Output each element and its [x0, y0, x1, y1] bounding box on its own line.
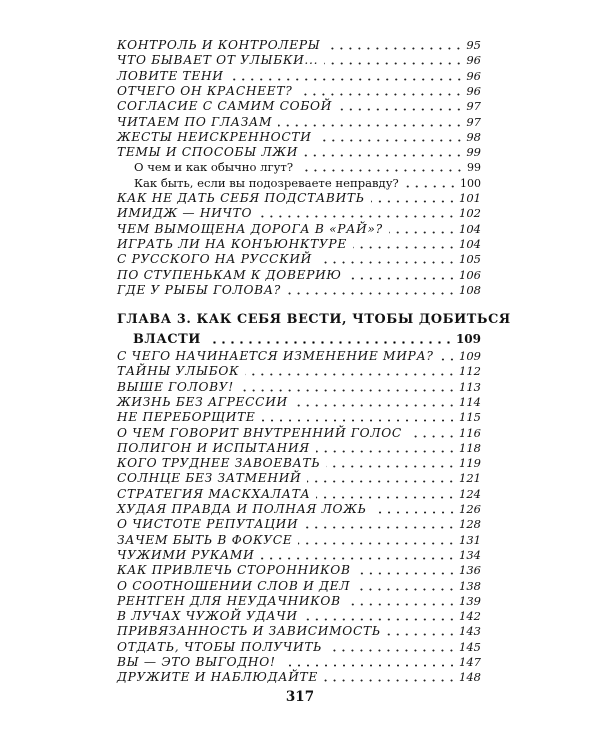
entry-title: ГДЕ У РЫБЫ ГОЛОВА? — [117, 282, 281, 297]
dot-leader — [316, 496, 456, 499]
toc-entry[interactable] — [117, 668, 481, 685]
toc-entry[interactable] — [117, 281, 481, 298]
entry-page-number: 104 — [459, 221, 481, 236]
dot-leader — [307, 480, 456, 483]
entry-title: ИМИДЖ — НИЧТО — [117, 206, 253, 221]
dot-leader — [324, 62, 463, 65]
entry-page-number: 121 — [459, 471, 481, 486]
entry-title: О ЧИСТОТЕ РЕПУТАЦИИ — [117, 517, 299, 532]
dot-leader — [389, 231, 456, 234]
dot-leader — [230, 78, 464, 81]
dot-leader — [338, 108, 463, 111]
entry-title: СОЛНЦЕ БЕЗ ЗАТМЕНИЙ — [117, 471, 302, 486]
entry-page-number: 96 — [466, 83, 481, 98]
dot-leader — [258, 215, 456, 218]
entry-page-number: 145 — [459, 639, 481, 654]
entry-page-number: 119 — [459, 456, 481, 471]
entry-title: ВЫ — ЭТО ВЫГОДНО! — [117, 655, 276, 669]
dot-leader — [405, 185, 457, 188]
entry-title: ПО СТУПЕНЬКАМ К ДОВЕРИЮ — [117, 267, 342, 282]
entry-title: С РУССКОГО НА РУССКИЙ — [117, 252, 312, 267]
entry-page-number: 98 — [466, 129, 481, 144]
dot-leader — [357, 572, 456, 575]
dot-leader — [287, 292, 456, 295]
entry-page-number: 113 — [459, 379, 481, 394]
entry-page-number: 143 — [459, 624, 481, 639]
entry-page-number: 99 — [466, 145, 481, 160]
entry-title: НЕ ПЕРЕБОРЩИТЕ — [117, 410, 256, 425]
dot-leader — [373, 511, 457, 514]
dot-leader — [326, 465, 456, 468]
dot-leader — [316, 450, 456, 453]
entry-page-number: 97 — [466, 114, 481, 129]
entry-title: СТРАТЕГИЯ МАСКХАЛАТА — [117, 486, 311, 501]
dot-leader — [262, 419, 457, 422]
dot-leader — [440, 358, 456, 361]
dot-leader — [328, 649, 456, 652]
entry-page-number: 148 — [459, 670, 481, 685]
dot-leader — [326, 47, 463, 50]
entry-page-number: 126 — [459, 502, 481, 516]
entry-title: В ЛУЧАХ ЧУЖОЙ УДАЧИ — [117, 609, 298, 624]
dot-leader — [348, 277, 456, 280]
entry-page-number: 100 — [460, 176, 481, 190]
entry-page-number: 138 — [459, 578, 481, 593]
entry-title: С ЧЕГО НАЧИНАЕТСЯ ИЗМЕНЕНИЕ МИРА? — [117, 349, 434, 363]
chapter-page-number: 109 — [455, 332, 481, 346]
entry-page-number: 115 — [459, 410, 481, 425]
dot-leader — [408, 435, 456, 438]
dot-leader — [298, 93, 463, 96]
entry-page-number: 96 — [466, 53, 481, 68]
entry-title: РЕНТГЕН ДЛЯ НЕУДАЧНИКОВ — [117, 593, 341, 608]
dot-leader — [245, 373, 456, 376]
entry-page-number: 109 — [459, 349, 481, 363]
entry-title: ЖЕСТЫ НЕИСКРЕННОСТИ — [117, 129, 312, 144]
dot-leader — [356, 588, 456, 591]
dot-leader — [318, 261, 456, 264]
entry-page-number: 102 — [459, 206, 481, 221]
chapter-heading — [117, 311, 511, 328]
dot-leader — [240, 389, 456, 392]
entry-title: ЛОВИТЕ ТЕНИ — [117, 68, 224, 83]
entry-title: ОТДАТЬ, ЧТОБЫ ПОЛУЧИТЬ — [117, 639, 323, 654]
entry-title: КОНТРОЛЬ И КОНТРОЛЕРЫ — [117, 38, 321, 52]
dot-leader — [278, 124, 463, 127]
entry-page-number: 99 — [467, 161, 481, 175]
dot-leader — [299, 169, 464, 172]
entry-page-number: 95 — [466, 38, 481, 52]
dot-leader — [318, 139, 464, 142]
entry-title: КАК ПРИВЛЕЧЬ СТОРОННИКОВ — [117, 563, 351, 578]
entry-title: Как быть, если вы подозреваете неправду? — [134, 175, 399, 190]
entry-title: ЧИТАЕМ ПО ГЛАЗАМ — [117, 114, 273, 129]
dot-leader — [387, 633, 456, 636]
entry-page-number: 114 — [459, 394, 481, 409]
chapter-title-line1: ГЛАВА 3. КАК СЕБЯ ВЕСТИ, ЧТОБЫ ДОБИТЬСЯ — [117, 312, 511, 327]
dot-leader — [347, 603, 456, 606]
entry-page-number: 134 — [459, 547, 481, 562]
entry-title: ДРУЖИТЕ И НАБЛЮДАЙТЕ — [117, 670, 318, 685]
entry-page-number: 112 — [459, 364, 481, 379]
entry-title: ПРИВЯЗАННОСТЬ И ЗАВИСИМОСТЬ — [117, 624, 381, 639]
entry-title: ХУДАЯ ПРАВДА И ПОЛНАЯ ЛОЖЬ — [117, 502, 367, 516]
dot-leader — [304, 618, 456, 621]
entry-title: ОТЧЕГО ОН КРАСНЕЕТ? — [117, 83, 293, 98]
entry-title: СОГЛАСИЕ С САМИМ СОБОЙ — [117, 99, 333, 114]
entry-page-number: 105 — [459, 252, 481, 267]
entry-title: ИГРАТЬ ЛИ НА КОНЪЮНКТУРЕ — [117, 236, 347, 251]
chapter-entry-row[interactable] — [117, 330, 481, 347]
entry-title: КАК НЕ ДАТЬ СЕБЯ ПОДСТАВИТЬ — [117, 191, 365, 205]
entry-page-number: 104 — [459, 236, 481, 251]
chapter-title-line2: ВЛАСТИ — [133, 332, 201, 347]
page-number: 317 — [285, 689, 315, 705]
entry-page-number: 116 — [459, 425, 481, 440]
entry-title: ЖИЗНЬ БЕЗ АГРЕССИИ — [117, 394, 288, 409]
entry-title: ТЕМЫ И СПОСОБЫ ЛЖИ — [117, 145, 299, 160]
dot-leader — [371, 200, 456, 203]
entry-page-number: 97 — [466, 99, 481, 114]
entry-title: О СООТНОШЕНИИ СЛОВ И ДЕЛ — [117, 578, 351, 593]
dot-leader — [260, 557, 456, 560]
dot-leader — [304, 154, 463, 157]
entry-page-number: 118 — [459, 440, 481, 455]
entry-page-number: 124 — [459, 486, 481, 501]
entry-page-number: 106 — [459, 267, 481, 282]
entry-title: КОГО ТРУДНЕЕ ЗАВОЕВАТЬ — [117, 456, 321, 471]
dot-leader — [207, 341, 453, 344]
entry-page-number: 136 — [459, 563, 481, 578]
dot-leader — [304, 526, 456, 529]
entry-page-number: 139 — [459, 593, 481, 608]
entry-title: ПОЛИГОН И ИСПЫТАНИЯ — [117, 440, 310, 455]
entry-page-number: 108 — [459, 282, 481, 297]
dot-leader — [294, 404, 456, 407]
dot-leader — [298, 542, 456, 545]
dot-leader — [353, 246, 456, 249]
entry-title: ЧЕМ ВЫМОЩЕНА ДОРОГА В «РАЙ»? — [117, 221, 383, 236]
entry-title: ЧТО БЫВАЕТ ОТ УЛЫБКИ... — [117, 53, 319, 68]
entry-page-number: 131 — [459, 532, 481, 547]
entry-title: ВЫШЕ ГОЛОВУ! — [117, 379, 234, 394]
entry-page-number: 147 — [459, 655, 481, 669]
entry-title: ЧУЖИМИ РУКАМИ — [117, 547, 255, 562]
entry-title: ЗАЧЕМ БЫТЬ В ФОКУСЕ — [117, 532, 293, 547]
entry-page-number: 128 — [459, 517, 481, 532]
dot-leader — [282, 664, 457, 667]
entry-page-number: 142 — [459, 609, 481, 624]
entry-page-number: 101 — [459, 191, 481, 205]
dot-leader — [324, 679, 456, 682]
entry-page-number: 96 — [466, 68, 481, 83]
entry-title: О ЧЕМ ГОВОРИТ ВНУТРЕННИЙ ГОЛОС — [117, 425, 402, 440]
entry-title: О чем и как обычно лгут? — [134, 160, 294, 175]
entry-title: ТАЙНЫ УЛЫБОК — [117, 364, 240, 379]
